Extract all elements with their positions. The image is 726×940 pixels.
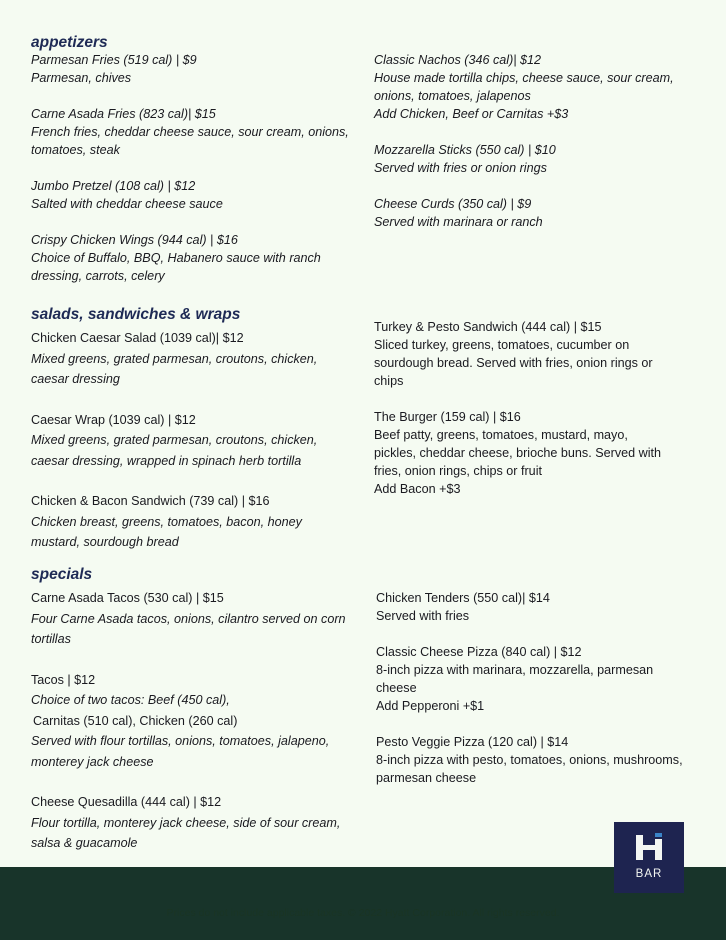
- menu-item-name: Caesar Wrap (1039 cal) | $12: [31, 412, 196, 427]
- menu-item-desc: Sliced turkey, greens, tomatoes, cucumber on sourdough bread. Served with fries, onion rings or chips: [374, 338, 653, 388]
- footer-legal-text: Prices do not include applicable taxes. © 2022 Hyatt Corporation. All rights reserved.: [166, 907, 560, 919]
- hyatt-h-icon: [614, 822, 684, 864]
- menu-item-name: Turkey & Pesto Sandwich (444 cal) | $15: [374, 320, 602, 334]
- menu-item-name: Parmesan Fries (519 cal) | $9: [31, 53, 197, 67]
- specials-left-column: [31, 588, 361, 854]
- menu-item-desc: House made tortilla chips, cheese sauce, sour cream, onions, tomatoes, jalapenos: [374, 71, 674, 103]
- menu-item-name: Carne Asada Tacos (530 cal) | $15: [31, 591, 224, 605]
- appetizers-heading: appetizers: [31, 34, 108, 51]
- appetizers-right-column: [374, 51, 692, 231]
- menu-item-addon: Add Bacon +$3: [374, 482, 461, 496]
- menu-item-name: Chicken & Bacon Sandwich (739 cal) | $16: [31, 494, 270, 508]
- menu-item-desc: Served with marinara or ranch: [374, 215, 543, 229]
- menu-item-desc: Choice of two tacos: Beef (450 cal),: [31, 693, 230, 707]
- menu-item-desc: Served with fries or onion rings: [374, 161, 547, 175]
- appetizers-left-column: [31, 51, 361, 285]
- menu-item-name: Chicken Tenders (550 cal)| $14: [376, 591, 550, 605]
- menu-item-name: Mozzarella Sticks (550 cal) | $10: [374, 143, 556, 157]
- menu-item-desc: Choice of Buffalo, BBQ, Habanero sauce with ranch dressing, carrots, celery: [31, 251, 321, 283]
- salads-right-column: [374, 318, 664, 498]
- menu-item-name: Classic Cheese Pizza (840 cal) | $12: [376, 645, 582, 659]
- menu-item-name: Crispy Chicken Wings (944 cal) | $16: [31, 233, 238, 247]
- hyatt-bar-logo: [614, 822, 684, 893]
- menu-item-name: Classic Nachos (346 cal)| $12: [374, 53, 542, 67]
- menu-item-desc: Served with fries: [376, 609, 470, 623]
- menu-item-desc: Salted with cheddar cheese sauce: [31, 197, 223, 211]
- logo-label: BAR: [635, 868, 663, 880]
- menu-item-desc: 8-inch pizza with pesto, tomatoes, onions, mushrooms, parmesan cheese: [376, 753, 683, 785]
- menu-item-name: Pesto Veggie Pizza (120 cal) | $14: [376, 735, 569, 749]
- specials-heading: specials: [31, 566, 93, 583]
- menu-item-desc: Chicken breast, greens, tomatoes, bacon, honey mustard, sourdough bread: [31, 514, 302, 549]
- menu-item-desc: Carnitas (510 cal), Chicken (260 cal): [33, 713, 238, 728]
- menu-item-name: Tacos | $12: [31, 672, 96, 687]
- menu-item-name: The Burger (159 cal) | $16: [374, 410, 521, 424]
- menu-item-desc: 8-inch pizza with marinara, mozzarella, parmesan cheese: [376, 663, 654, 695]
- menu-item-addon: Add Pepperoni +$1: [376, 699, 485, 713]
- menu-item-desc: Mixed greens, grated parmesan, croutons, chicken, caesar dressing, wrapped in spinach herb tortilla: [31, 433, 318, 468]
- salads-heading: salads, sandwiches & wraps: [31, 306, 241, 323]
- menu-item-name: Cheese Curds (350 cal) | $9: [374, 197, 532, 211]
- menu-item-addon: Add Chicken, Beef or Carnitas +$3: [374, 107, 569, 121]
- menu-item-name: Chicken Caesar Salad (1039 cal)| $12: [31, 331, 244, 345]
- salads-left-column: [31, 328, 349, 553]
- menu-item-desc: Parmesan, chives: [31, 71, 132, 85]
- menu-item-name: Jumbo Pretzel (108 cal) | $12: [31, 179, 196, 193]
- specials-right-column: [376, 589, 696, 787]
- menu-item-desc: Mixed greens, grated parmesan, croutons, chicken, caesar dressing: [31, 351, 318, 386]
- menu-item-name: Cheese Quesadilla (444 cal) | $12: [31, 795, 222, 809]
- menu-item-desc: Flour tortilla, monterey jack cheese, side of sour cream, salsa & guacamole: [31, 815, 341, 850]
- menu-item-name: Carne Asada Fries (823 cal)| $15: [31, 107, 216, 121]
- menu-item-desc: Beef patty, greens, tomatoes, mustard, mayo, pickles, cheddar cheese, brioche buns. Served with fries, onion rings, chips or fruit: [374, 428, 662, 478]
- menu-item-desc: French fries, cheddar cheese sauce, sour cream, onions, tomatoes, steak: [31, 125, 349, 157]
- menu-item-desc: Served with flour tortillas, onions, tomatoes, jalapeno, monterey jack cheese: [31, 734, 330, 769]
- menu-item-desc: Four Carne Asada tacos, onions, cilantro served on corn tortillas: [31, 611, 346, 646]
